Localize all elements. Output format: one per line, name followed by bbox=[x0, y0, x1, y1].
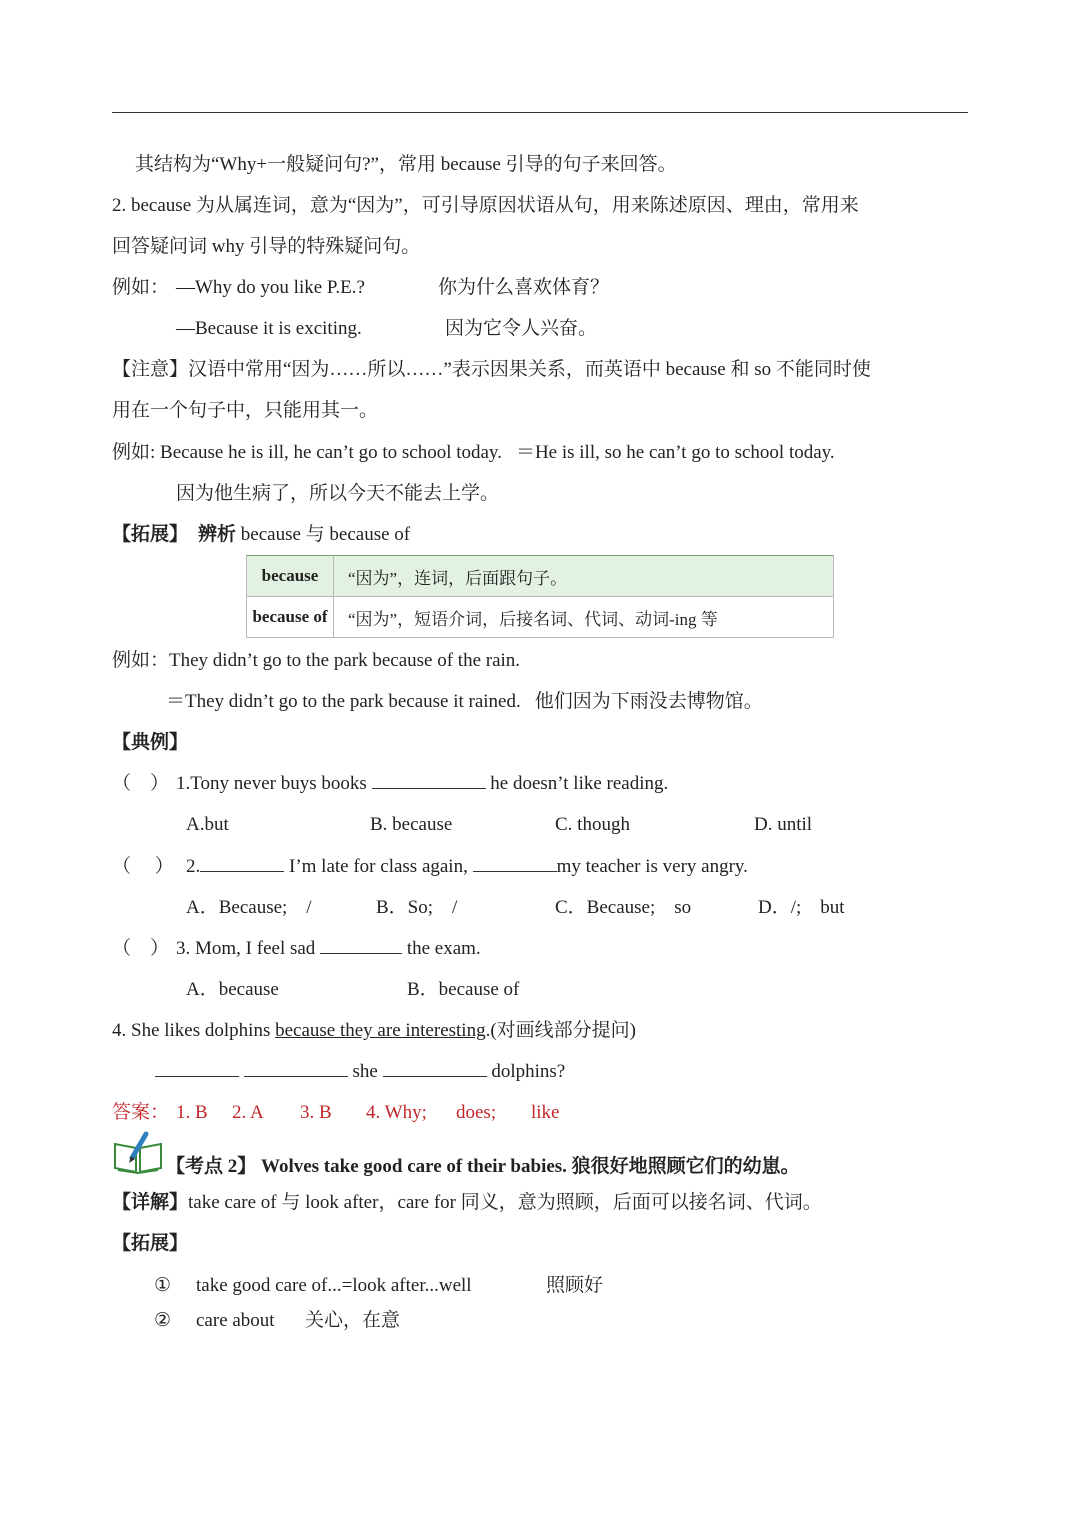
q3-blank[interactable] bbox=[320, 937, 402, 954]
because-def-line-2: 回答疑问词 why 引导的特殊疑问句。 bbox=[112, 236, 421, 257]
answer-2: 2. A bbox=[232, 1102, 264, 1123]
table-row bbox=[247, 597, 834, 638]
q3-option-b: B．because of bbox=[407, 979, 520, 1000]
example-2-cn: 因为他生病了，所以今天不能去上学。 bbox=[176, 483, 500, 504]
table-desc: “因为”，连词，后面跟句子。 bbox=[334, 556, 834, 597]
q3-text-b: the exam. bbox=[406, 938, 481, 959]
q2-option-d: D．/; but bbox=[758, 897, 845, 918]
example-3-label: 例如： bbox=[112, 650, 170, 671]
item-2-en: care about bbox=[196, 1310, 275, 1331]
table-key: because bbox=[247, 556, 334, 597]
example-3-sentence-a: They didn’t go to the park because of the rain. bbox=[169, 650, 521, 671]
answer-4: 4. Why; bbox=[366, 1102, 427, 1123]
example-1-label: 例如： bbox=[112, 277, 170, 298]
q3-paren: （ ） bbox=[112, 938, 170, 959]
q2-line bbox=[186, 854, 748, 880]
q4-blank-3[interactable] bbox=[383, 1060, 487, 1077]
q4-text-a: 4. She likes dolphins bbox=[112, 1020, 276, 1041]
structure-line: 其结构为“Why+一般疑问句?”，常用 because 引导的句子来回答。 bbox=[135, 154, 677, 175]
expand-rest: because 与 because of bbox=[236, 524, 411, 545]
example-2-label: 例如: bbox=[112, 442, 161, 463]
answers-label: 答案： bbox=[112, 1102, 170, 1123]
typical-examples-heading: 【典例】 bbox=[112, 732, 189, 753]
q2-paren: （ ） bbox=[112, 856, 174, 877]
q3-text-a: 3. Mom, I feel sad bbox=[176, 938, 316, 959]
q4-end: dolphins? bbox=[491, 1061, 566, 1082]
example-2-sentence-a: Because he is ill, he can’t go to school today. bbox=[160, 442, 502, 463]
q1-text-a: 1.Tony never buys books bbox=[176, 773, 367, 794]
q4-line bbox=[112, 1018, 636, 1044]
book-pencil-icon bbox=[112, 1130, 164, 1174]
q2-option-b: B．So; / bbox=[376, 897, 458, 918]
table-key: because of bbox=[247, 597, 334, 638]
example-2-sentence-b: ＝He is ill, so he can’t go to school today. bbox=[515, 442, 835, 463]
answer-6: like bbox=[531, 1102, 560, 1123]
expand-heading bbox=[112, 522, 410, 548]
q2-option-a: A．Because; / bbox=[186, 897, 312, 918]
q1-option-c: C. though bbox=[555, 814, 630, 835]
note-line-2: 用在一个句子中，只能用其一。 bbox=[112, 400, 379, 421]
q1-blank[interactable] bbox=[372, 772, 486, 789]
q2-number: 2. bbox=[186, 856, 201, 877]
example-1-question: —Why do you like P.E.? bbox=[176, 277, 365, 298]
item-1-number: ① bbox=[154, 1275, 172, 1296]
q1-option-b: B. because bbox=[370, 814, 453, 835]
q2-blank-2[interactable] bbox=[473, 855, 557, 872]
q2-text-c: my teacher is very angry. bbox=[556, 856, 748, 877]
q4-answer-line bbox=[155, 1059, 565, 1085]
item-2-number: ② bbox=[154, 1310, 172, 1331]
expand-label: 【拓展】 bbox=[112, 524, 189, 545]
q4-underlined: because they are interesting bbox=[275, 1020, 486, 1041]
q2-option-c: C．Because; so bbox=[555, 897, 692, 918]
item-1-cn: 照顾好 bbox=[546, 1275, 604, 1296]
expand-2-heading: 【拓展】 bbox=[112, 1233, 189, 1254]
example-1-question-cn: 你为什么喜欢体育？ bbox=[438, 277, 610, 298]
answer-5: does; bbox=[456, 1102, 497, 1123]
detail-line bbox=[112, 1190, 822, 1216]
detail-label: 【详解】 bbox=[112, 1192, 189, 1213]
example-1-answer: —Because it is exciting. bbox=[176, 318, 362, 339]
because-def-line-1: 2. because 为从属连词，意为“因为”，可引导原因状语从句，用来陈述原因、理由，常用来 bbox=[112, 195, 859, 216]
example-2-line bbox=[112, 440, 835, 466]
table-row bbox=[247, 556, 834, 597]
q1-option-a: A.but bbox=[186, 814, 229, 835]
item-1-en: take good care of...=look after...well bbox=[196, 1275, 472, 1296]
q4-blank-1[interactable] bbox=[155, 1060, 239, 1077]
q2-text-b: I’m late for class again, bbox=[289, 856, 468, 877]
q1-option-d: D. until bbox=[754, 814, 813, 835]
q3-option-a: A．because bbox=[186, 979, 279, 1000]
example-1-answer-cn: 因为它令人兴奋。 bbox=[445, 318, 598, 339]
table-desc: “因为”，短语介词，后接名词、代词、动词-ing 等 bbox=[334, 597, 834, 638]
q2-blank-1[interactable] bbox=[200, 855, 284, 872]
note-line-1: 【注意】汉语中常用“因为……所以……”表示因果关系，而英语中 because 和 so 不能同时使 bbox=[112, 359, 871, 380]
answer-3: 3. B bbox=[300, 1102, 332, 1123]
expand-bold: 辨析 bbox=[198, 524, 237, 545]
detail-text: take care of 与 look after，care for 同义，意为照顾，后面可以接名词、代词。 bbox=[188, 1192, 822, 1213]
answer-1: 1. B bbox=[176, 1102, 208, 1123]
q1-text-b: he doesn’t like reading. bbox=[490, 773, 669, 794]
q3-line bbox=[176, 936, 481, 962]
header-rule bbox=[112, 112, 968, 113]
point-2-title: 【考点 2】 Wolves take good care of their babies. 狼很好地照顾它们的幼崽。 bbox=[166, 1156, 800, 1177]
comparison-table bbox=[246, 555, 834, 638]
item-2-cn: 关心，在意 bbox=[305, 1310, 401, 1331]
q4-text-b: .(对画线部分提问) bbox=[485, 1020, 636, 1041]
q1-line bbox=[176, 771, 668, 797]
example-3-sentence-b: ＝They didn’t go to the park because it rained. bbox=[166, 691, 521, 712]
example-3-line-2 bbox=[166, 689, 763, 715]
q1-paren: （ ） bbox=[112, 773, 170, 794]
example-3-line bbox=[112, 648, 520, 674]
q4-blank-2[interactable] bbox=[244, 1060, 348, 1077]
example-3-cn: 他们因为下雨没去博物馆。 bbox=[534, 691, 763, 712]
q4-she: she bbox=[352, 1061, 378, 1082]
